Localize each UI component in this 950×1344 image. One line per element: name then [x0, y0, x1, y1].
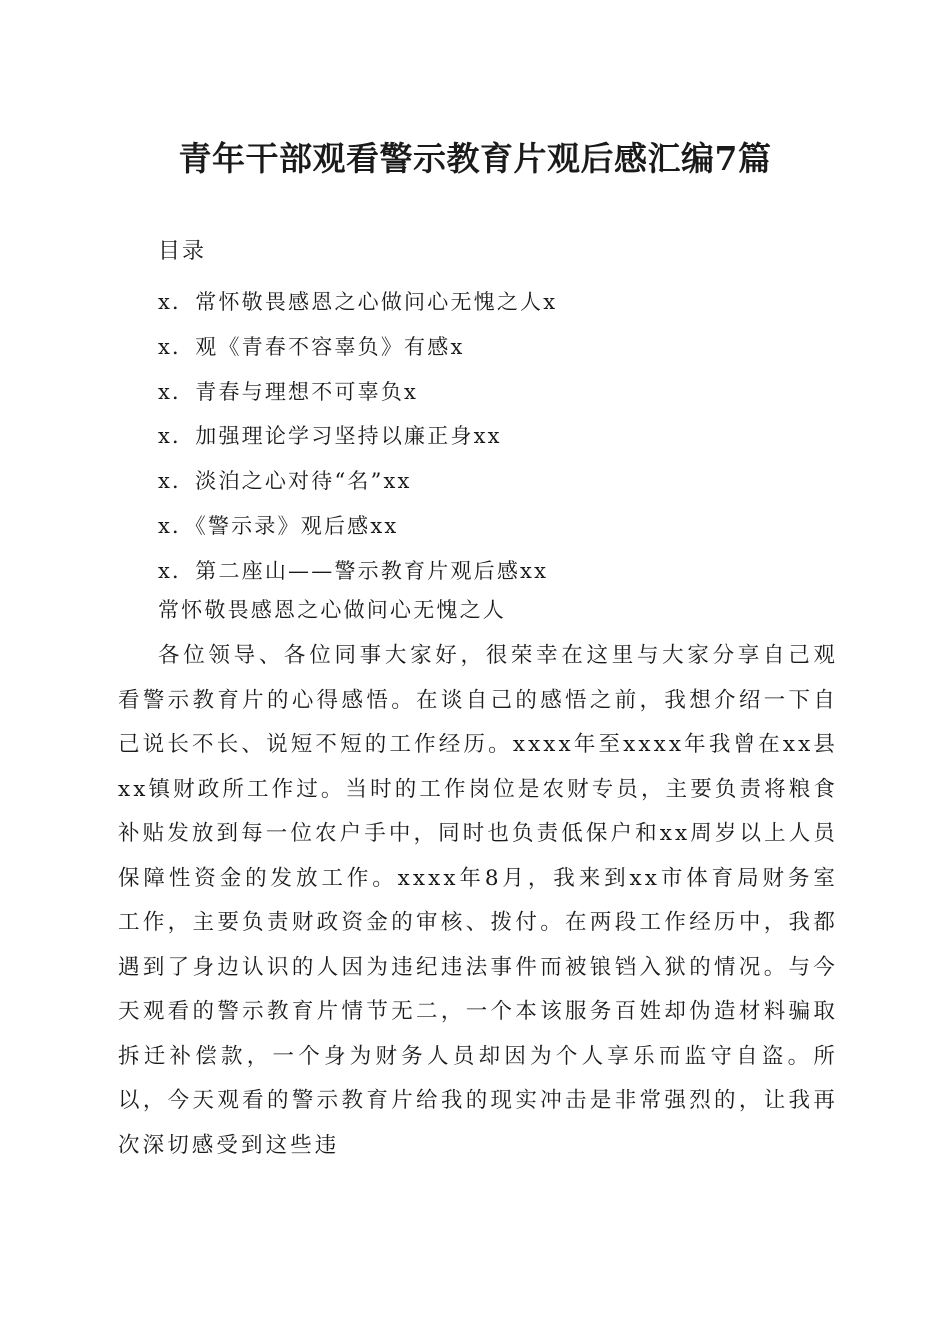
body-paragraph: 各位领导、各位同事大家好，很荣幸在这里与大家分享自己观看警示教育片的心得感悟。在谈自己的感悟之前，我想介绍一下自己说长不长、说短不短的工作经历。xxxx年至xxxx年我曾在xx县xx镇财政所工作过。当时的工作岗位是农财专员，主要负责将粮食补贴发放到每一位农户手中，同时也负责低保户和xx周岁以上人员保障性资金的发放工作。xxxx年8月，我来到xx市体育局财务室工作，主要负责财政资金的审核、拨付。在两段工作经历中，我都遇到了身边认识的人因为违纪违法事件而被锒铛入狱的情况。与今天观看的警示教育片情节无二，一个本该服务百姓却伪造材料骗取拆迁补偿款，一个身为财务人员却因为个人享乐而监守自盗。所以，今天观看的警示教育片给我的现实冲击是非常强烈的，让我再次深切感受到这些违	[118, 643, 838, 1158]
toc-item: x．《警示录》观后感xx	[158, 513, 399, 538]
table-of-contents	[158, 280, 557, 594]
toc-item: x．青春与理想不可辜负x	[158, 379, 419, 404]
document-title: 青年干部观看警示教育片观后感汇编7篇	[178, 139, 772, 178]
toc-item: x．观《青春不容辜负》有感x	[158, 334, 465, 359]
toc-item: x．第二座山——警示教育片观后感xx	[158, 558, 549, 583]
toc-item: x．常怀敬畏感恩之心做问心无愧之人x	[158, 290, 558, 314]
toc-heading: 目录	[158, 239, 207, 264]
toc-item: x．淡泊之心对待“名”xx	[158, 469, 412, 494]
toc-item: x．加强理论学习坚持以廉正身xx	[158, 424, 502, 449]
section-title: 常怀敬畏感恩之心做问心无愧之人	[158, 598, 506, 622]
